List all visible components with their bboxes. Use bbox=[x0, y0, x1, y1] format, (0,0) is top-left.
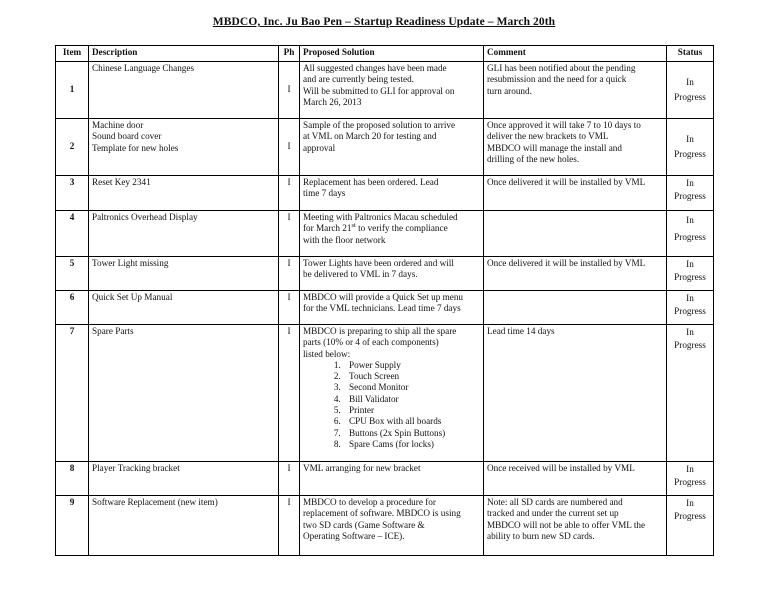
description-cell bbox=[89, 62, 279, 119]
status-cell bbox=[667, 257, 714, 291]
item-number: 3 bbox=[56, 176, 89, 211]
status-line: In bbox=[686, 259, 694, 269]
comment-cell bbox=[484, 62, 667, 119]
header-item: Item bbox=[56, 46, 89, 62]
solution-line: with the floor network bbox=[303, 234, 386, 245]
solution-line: MBDCO will provide a Quick Set up menu bbox=[303, 292, 464, 302]
table-row bbox=[56, 257, 714, 291]
solution-line: parts (10% or 4 of each components) bbox=[303, 337, 439, 348]
solution-line bbox=[303, 223, 480, 234]
item-number: 5 bbox=[56, 257, 89, 291]
status-line: In bbox=[686, 498, 694, 508]
ph-cell: I bbox=[279, 462, 300, 496]
status-line: Progress bbox=[674, 272, 706, 282]
header-ph: Ph bbox=[279, 46, 300, 62]
header-description: Description bbox=[89, 46, 279, 62]
list-item: 3. Second Monitor bbox=[343, 382, 480, 393]
list-item: 7. Buttons (2x Spin Buttons) bbox=[343, 428, 480, 439]
comment-line: MBDCO will not be able to offer VML the bbox=[487, 519, 646, 530]
solution-line: replacement of software. MBDCO is using bbox=[303, 508, 461, 519]
table-row bbox=[56, 211, 714, 257]
solution-line: listed below: bbox=[303, 348, 351, 359]
solution-cell bbox=[300, 462, 484, 496]
header-row bbox=[56, 46, 714, 62]
description-cell bbox=[89, 496, 279, 556]
item-number: 8 bbox=[56, 462, 89, 496]
list-item: 1. Power Supply bbox=[343, 360, 480, 371]
ph-cell: I bbox=[279, 176, 300, 211]
solution-line: and are currently being tested. bbox=[303, 74, 414, 85]
status-line: Progress bbox=[674, 306, 706, 316]
status-line: Progress bbox=[674, 149, 706, 159]
solution-cell bbox=[300, 62, 484, 119]
solution-line: two SD cards (Game Software & bbox=[303, 519, 425, 530]
list-item: 8. Spare Cams (for locks) bbox=[343, 439, 480, 450]
comment-cell bbox=[484, 291, 667, 325]
header-comment: Comment bbox=[484, 46, 667, 62]
status-cell bbox=[667, 176, 714, 211]
description-line: Player Tracking bracket bbox=[92, 463, 180, 473]
ph-cell: I bbox=[279, 211, 300, 257]
solution-line: Replacement has been ordered. Lead bbox=[303, 177, 439, 187]
solution-line: for the VML technicians. Lead time 7 days bbox=[303, 303, 461, 314]
solution-line: MBDCO is preparing to ship all the spare bbox=[303, 326, 457, 336]
description-cell bbox=[89, 119, 279, 176]
comment-line: Once approved it will take 7 to 10 days to bbox=[487, 120, 641, 130]
solution-line: time 7 days bbox=[303, 188, 346, 199]
solution-cell bbox=[300, 119, 484, 176]
description-cell bbox=[89, 176, 279, 211]
solution-cell bbox=[300, 176, 484, 211]
comment-cell bbox=[484, 325, 667, 462]
table-row bbox=[56, 119, 714, 176]
item-number: 2 bbox=[56, 119, 89, 176]
description-line: Spare Parts bbox=[92, 326, 134, 336]
solution-line: MBDCO to develop a procedure for bbox=[303, 497, 436, 507]
description-line: Machine door bbox=[92, 120, 144, 130]
document-title: MBDCO, Inc. Ju Bao Pen – Startup Readiness Update – March 20th bbox=[212, 16, 556, 28]
status-line: In bbox=[686, 77, 694, 87]
status-line: Progress bbox=[674, 232, 706, 242]
table-row bbox=[56, 291, 714, 325]
comment-cell bbox=[484, 211, 667, 257]
description-line: Reset Key 2341 bbox=[92, 177, 151, 187]
comment-line: Once received will be installed by VML bbox=[487, 463, 635, 473]
comment-line: Note: all SD cards are numbered and bbox=[487, 497, 623, 507]
ph-cell: I bbox=[279, 257, 300, 291]
solution-cell bbox=[300, 257, 484, 291]
status-cell bbox=[667, 62, 714, 119]
comment-line: Once delivered it will be installed by VML bbox=[487, 258, 646, 268]
status-cell bbox=[667, 462, 714, 496]
description-line: Software Replacement (new item) bbox=[92, 497, 218, 507]
solution-line: Tower Lights have been ordered and will bbox=[303, 258, 454, 268]
comment-line: deliver the new brackets to VML bbox=[487, 131, 609, 142]
header-status: Status bbox=[667, 46, 714, 62]
status-line: In bbox=[686, 293, 694, 303]
description-line: Chinese Language Changes bbox=[92, 63, 195, 73]
comment-cell bbox=[484, 257, 667, 291]
solution-date: for March 21 bbox=[303, 223, 352, 234]
ph-cell: I bbox=[279, 119, 300, 176]
ph-cell: I bbox=[279, 62, 300, 119]
solution-line: Will be submitted to GLI for approval on bbox=[303, 85, 455, 96]
comment-line: ability to burn new SD cards. bbox=[487, 530, 595, 541]
item-number: 7 bbox=[56, 325, 89, 462]
description-line: Sound board cover bbox=[92, 131, 162, 142]
readiness-table bbox=[55, 45, 714, 556]
solution-line: March 26, 2013 bbox=[303, 96, 362, 107]
status-cell bbox=[667, 496, 714, 556]
table-row bbox=[56, 325, 714, 462]
status-line: In bbox=[686, 134, 694, 144]
spare-parts-list bbox=[303, 360, 480, 450]
comment-line: turn around. bbox=[487, 85, 532, 96]
solution-line: approval bbox=[303, 142, 336, 153]
comment-line: tracked and under the current set up bbox=[487, 508, 619, 519]
comment-cell bbox=[484, 119, 667, 176]
comment-line: Lead time 14 days bbox=[487, 326, 555, 336]
ordinal-suffix: st bbox=[351, 222, 356, 230]
comment-line: GLI has been notified about the pending bbox=[487, 63, 636, 73]
status-line: Progress bbox=[674, 191, 706, 201]
ph-cell: I bbox=[279, 496, 300, 556]
solution-line: Operating Software – ICE). bbox=[303, 530, 405, 541]
solution-cell bbox=[300, 496, 484, 556]
solution-cell bbox=[300, 211, 484, 257]
solution-line: be delivered to VML in 7 days. bbox=[303, 269, 418, 280]
status-cell bbox=[667, 119, 714, 176]
description-line: Tower Light missing bbox=[92, 258, 169, 268]
solution-text: to verify the compliance bbox=[355, 223, 448, 234]
comment-cell bbox=[484, 496, 667, 556]
solution-line: Meeting with Paltronics Macau scheduled bbox=[303, 212, 458, 222]
table-row bbox=[56, 62, 714, 119]
status-line: In bbox=[686, 215, 694, 225]
list-item: 5. Printer bbox=[343, 405, 480, 416]
list-item: 6. CPU Box with all boards bbox=[343, 416, 480, 427]
description-line: Paltronics Overhead Display bbox=[92, 212, 198, 222]
comment-line: drilling of the new holes. bbox=[487, 153, 580, 164]
description-line: Quick Set Up Manual bbox=[92, 292, 173, 302]
status-cell bbox=[667, 325, 714, 462]
ph-cell: I bbox=[279, 291, 300, 325]
status-line: In bbox=[686, 327, 694, 337]
solution-cell bbox=[300, 291, 484, 325]
description-cell bbox=[89, 462, 279, 496]
status-line: Progress bbox=[674, 511, 706, 521]
status-line: Progress bbox=[674, 340, 706, 350]
comment-line: MBDCO will manage the install and bbox=[487, 142, 622, 153]
description-cell bbox=[89, 257, 279, 291]
comment-cell bbox=[484, 176, 667, 211]
solution-line: All suggested changes have been made bbox=[303, 63, 447, 73]
item-number: 9 bbox=[56, 496, 89, 556]
solution-line: Sample of the proposed solution to arrive bbox=[303, 120, 456, 130]
ph-cell: I bbox=[279, 325, 300, 462]
header-proposed-solution: Proposed Solution bbox=[300, 46, 484, 62]
description-cell bbox=[89, 211, 279, 257]
item-number: 6 bbox=[56, 291, 89, 325]
status-line: Progress bbox=[674, 477, 706, 487]
table-row bbox=[56, 462, 714, 496]
solution-line: VML arranging for new bracket bbox=[303, 463, 421, 473]
list-item: 2. Touch Screen bbox=[343, 371, 480, 382]
table-row bbox=[56, 176, 714, 211]
status-cell bbox=[667, 211, 714, 257]
item-number: 1 bbox=[56, 62, 89, 119]
description-cell bbox=[89, 325, 279, 462]
comment-line: Once delivered it will be installed by VML bbox=[487, 177, 646, 187]
status-line: In bbox=[686, 178, 694, 188]
description-cell bbox=[89, 291, 279, 325]
list-item: 4. Bill Validator bbox=[343, 394, 480, 405]
comment-line: resubmission and the need for a quick bbox=[487, 74, 627, 85]
status-line: Progress bbox=[674, 92, 706, 102]
comment-cell bbox=[484, 462, 667, 496]
item-number: 4 bbox=[56, 211, 89, 257]
solution-line: at VML on March 20 for testing and bbox=[303, 131, 437, 142]
description-line: Template for new holes bbox=[92, 142, 179, 153]
status-line: In bbox=[686, 464, 694, 474]
solution-cell bbox=[300, 325, 484, 462]
status-cell bbox=[667, 291, 714, 325]
table-row bbox=[56, 496, 714, 556]
